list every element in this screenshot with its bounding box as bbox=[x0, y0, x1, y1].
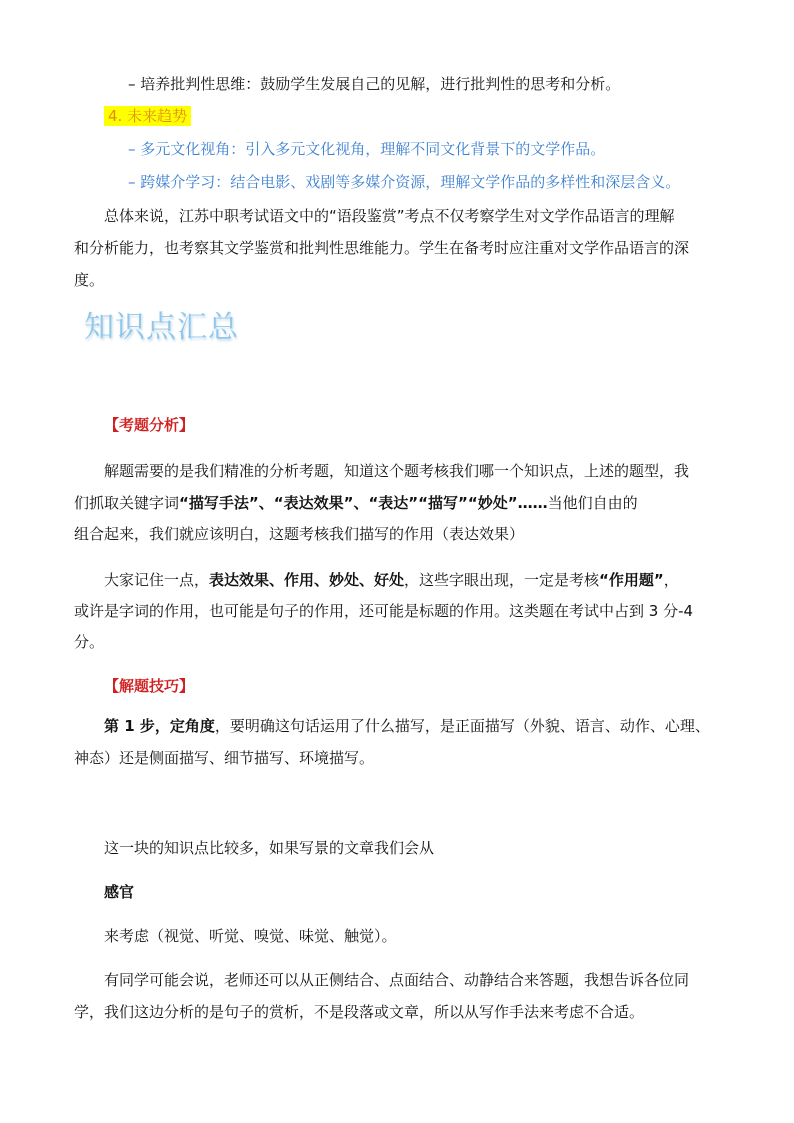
analysis-p1-line-1: 解题需要的是我们精准的分析考题，知道这个题考核我们哪一个知识点，上述的题型，我 bbox=[104, 462, 690, 480]
skills-note-line-2: 学，我们这边分析的是句子的赏析，不是段落或文章，所以从写作手法来考虑不合适。 bbox=[74, 1003, 645, 1021]
skills-header: 【解题技巧】 bbox=[104, 677, 195, 695]
analysis-p1-line-2-c: 当他们自由的 bbox=[547, 494, 638, 512]
analysis-header: 【考题分析】 bbox=[104, 416, 195, 434]
skills-step1-line-2: 神态）还是侧面描写、细节描写、环境描写。 bbox=[74, 749, 375, 767]
summary-line-1: 总体来说，江苏中职考试语文中的“语段鉴赏”考点不仅考察学生对文学作品语言的理解 bbox=[104, 207, 675, 225]
analysis-p2-line-1-c: ，这些字眼出现，一定是考核 bbox=[404, 571, 600, 589]
bullet-multicultural: – 多元文化视角：引入多元文化视角，理解不同文化背景下的文学作品。 bbox=[128, 140, 606, 158]
skills-senses-label: 感官 bbox=[104, 883, 135, 901]
skills-knowledge-points: 这一块的知识点比较多，如果写景的文章我们会从 bbox=[104, 839, 435, 857]
skills-senses-detail: 来考虑（视觉、听觉、嗅觉、味觉、触觉）。 bbox=[104, 927, 397, 945]
analysis-p2-line-1 bbox=[104, 570, 679, 590]
analysis-function-question: “作用题” bbox=[599, 571, 664, 589]
section-4-title: 4. 未来趋势 bbox=[104, 106, 191, 126]
skills-step1-text: ，要明确这句话运用了什么描写，是正面描写（外貌、语言、动作、心理、 bbox=[214, 717, 710, 735]
bullet-crossmedia: – 跨媒介学习：结合电影、戏剧等多媒介资源，理解文学作品的多样性和深层含义。 bbox=[128, 173, 681, 191]
analysis-p2-line-1-e: ， bbox=[663, 571, 679, 589]
summary-line-2: 和分析能力，也考察其文学鉴赏和批判性思维能力。学生在备考时应注重对文学作品语言的深 bbox=[74, 239, 690, 257]
analysis-p2-line-3: 分。 bbox=[74, 633, 105, 651]
analysis-p2-line-1-a: 大家记住一点， bbox=[104, 571, 210, 589]
analysis-p1-line-2-a: 们抓取关键字词 bbox=[74, 494, 180, 512]
knowledge-summary-title: 知识点汇总 bbox=[84, 310, 239, 345]
skills-note-line-1: 有同学可能会说，老师还可以从正侧结合、点面结合、动静结合来答题，我想告诉各位同 bbox=[104, 971, 690, 989]
bullet-critical-thinking: – 培养批判性思维：鼓励学生发展自己的见解，进行批判性的思考和分析。 bbox=[128, 75, 621, 93]
analysis-p1-line-2 bbox=[74, 493, 638, 513]
skills-step1-line-1 bbox=[104, 716, 710, 736]
analysis-keywords: “描写手法”、“表达效果”、“表达”“描写”“妙处”…… bbox=[179, 494, 548, 512]
skills-step1-label: 第 1 步，定角度 bbox=[104, 717, 215, 735]
analysis-p2-line-2: 或许是字词的作用，也可能是句子的作用，还可能是标题的作用。这类题在考试中占到 3 分-4 bbox=[74, 602, 694, 620]
summary-line-3: 度。 bbox=[74, 271, 105, 289]
analysis-effect-words: 表达效果、作用、妙处、好处 bbox=[209, 571, 405, 589]
analysis-p1-line-3: 组合起来，我们就应该明白，这题考核我们描写的作用（表达效果） bbox=[74, 525, 525, 543]
section-4-heading bbox=[104, 106, 191, 126]
